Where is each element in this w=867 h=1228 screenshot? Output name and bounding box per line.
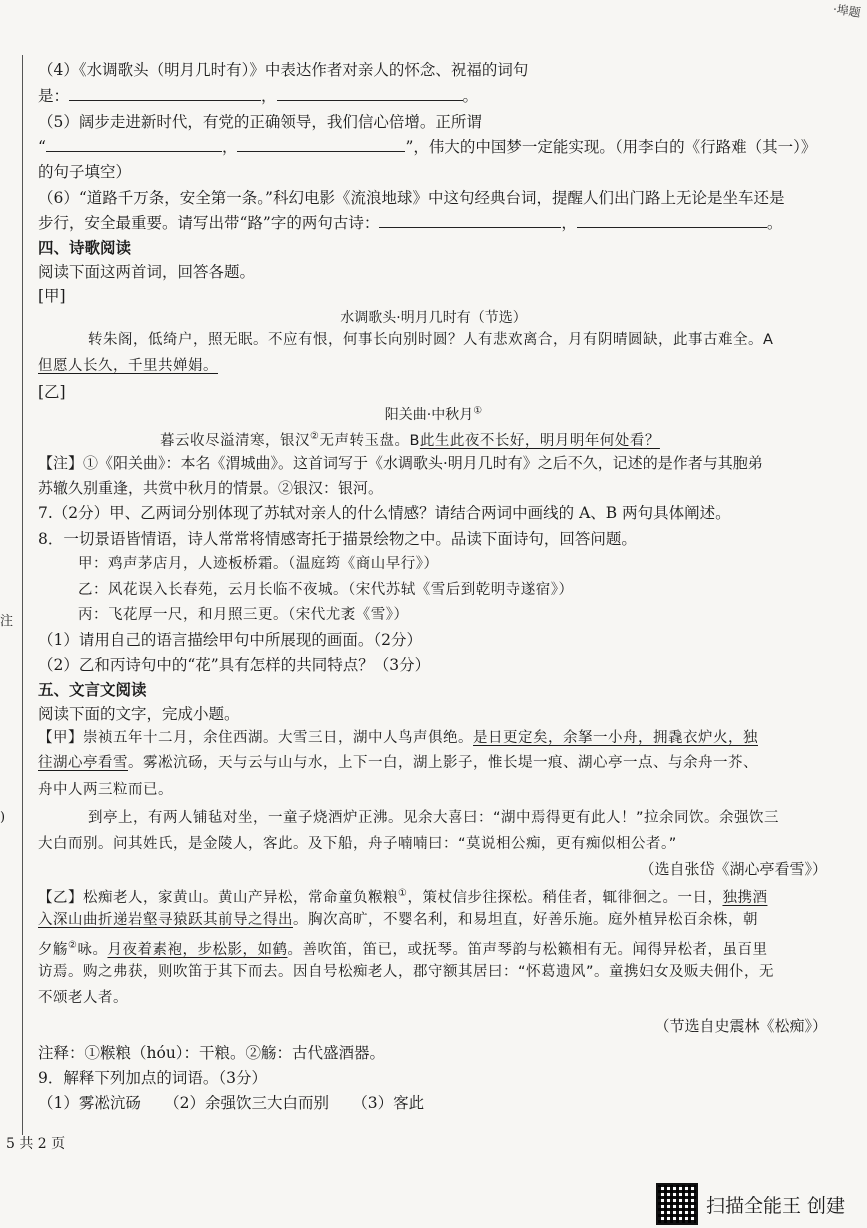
text-yi-line5: 不颂老人者。 [38,990,128,1006]
section4-heading: 四、诗歌阅读 [38,238,132,257]
edge-mark-2: ) [0,810,6,825]
text-jia-line4: 到亭上，有两人铺毡对坐，一童子烧酒炉正沸。见余大喜曰：“湖中焉得更有此人！”拉余同饮。余强饮三 [88,810,780,826]
q4-blank-2[interactable] [277,86,463,101]
text-jia-line3: 舟中人两三粒而已。 [38,782,173,798]
q8-verse-bing: 丙：飞花厚一尺，和月照三更。（宋代尤袤《雪》） [78,607,409,623]
poem-jia-line2: 但愿人长久，千里共婵娟。 [38,358,218,374]
edge-mark-1: 注 [0,614,14,629]
poem-yi-title: 阳关曲·中秋月① [384,405,483,423]
text-jia-line1: 【甲】崇祯五年十二月，余住西湖。大雪三日，湖中人鸟声俱绝。是日更定矣，余拏一小舟，拥毳衣炉火，独 [38,730,758,746]
text-yi-line3: 夕觞②咏。月夜着素袍，步松影，如鹤。善吹笛，笛已，或抚琴。笛声琴韵与松籁相有无。闻得异松者，虽百里 [38,940,768,958]
scanner-watermark [656,1183,845,1225]
q5-prompt: （5）阔步走进新时代，有党的正确领导，我们信心倍增。正所谓 [38,113,482,131]
text-jia-source: （选自张岱《湖心亭看雪》） [639,860,827,878]
text-jia-line5: 大白而别。问其姓氏，是金陵人，客此。及下船，舟子喃喃曰：“莫说相公痴，更有痴似相公者。” [38,836,677,852]
corner-mark: ·埠题 [832,2,862,20]
q4-answer-line: 是： ， 。 [38,87,479,105]
text-yi-line2: 入深山曲折递岩壑寻猿跃其前导之得出。胸次高旷，不婴名利，和易坦直，好善乐施。庭外植异松百余株，朝 [38,912,758,928]
q5-answer-line: “ ， ”，伟大的中国梦一定能实现。（用李白的《行路难（其一）》 [38,138,817,156]
poem-yi-label: [乙] [38,383,66,401]
section5-intro: 阅读下面的文字，完成小题。 [38,705,240,723]
question-9-items: （1）雾凇沆砀 （2）余强饮三大白而别 （3）客此 [38,1094,425,1112]
poem-jia-line1: 转朱阁，低绮户，照无眠。不应有恨，何事长向别时圆？人有悲欢离合，月有阴晴圆缺，此事古难全。A [88,332,774,348]
page-number: 5 共 2 页 [6,1136,66,1152]
q6-blank-1[interactable] [379,213,561,228]
q4-blank-1[interactable] [69,86,261,101]
q8-verse-yi: 乙：风花误入长春苑，云月长临不夜城。（宋代苏轼《雪后到乾明寺遂宿》） [78,582,574,598]
question-7: 7.（2分）甲、乙两词分别体现了苏轼对亲人的什么情感？请结合两词中画线的 A、B 两句具体阐述。 [38,504,731,522]
question-8: 8．一切景语皆情语，诗人常常将情感寄托于描景绘物之中。品读下面诗句，回答问题。 [38,530,637,548]
qr-code-icon [656,1183,698,1225]
q5-blank-2[interactable] [237,137,405,152]
scanner-label: 扫描全能王 创建 [705,1194,845,1217]
q6-answer-line: 步行，安全最重要。请写出带“路”字的两句古诗： ， 。 [38,214,783,232]
poem-note-line1: 【注】①《阳关曲》：本名《渭城曲》。这首词写于《水调歌头·明月几时有》之后不久，记述的是作者与其胞弟 [38,454,763,472]
glossary-notes: 注释：①糇粮（hóu）：干粮。②觞：古代盛酒器。 [38,1044,386,1062]
question-8-2: （2）乙和丙诗句中的“花”具有怎样的共同特点？（3分） [38,656,431,674]
margin-line [22,55,23,1135]
poem-note-line2: 苏辙久别重逢，共赏中秋月的情景。②银汉：银河。 [38,479,384,497]
text-yi-source: （节选自史震林《松痴》） [654,1017,827,1035]
q4-prompt: （4）《水调歌头（明月几时有）》中表达作者对亲人的怀念、祝福的词句 [38,61,529,79]
poem-yi-line: 暮云收尽溢清寒，银汉②无声转玉盘。B此生此夜不长好，明月明年何处看？ [160,431,660,449]
q5-tail: 的句子填空） [38,163,132,181]
q8-verse-jia: 甲：鸡声茅店月，人迹板桥霜。（温庭筠《商山早行》） [78,556,439,572]
poem-jia-label: [甲] [38,287,66,305]
q6-prompt: （6）“道路千万条，安全第一条。”科幻电影《流浪地球》中这句经典台词，提醒人们出门路上无论是坐车还是 [38,189,785,207]
q5-blank-1[interactable] [46,137,222,152]
section4-intro: 阅读下面这两首词，回答各题。 [38,263,256,281]
section5-heading: 五、文言文阅读 [38,680,147,699]
question-9: 9．解释下列加点的词语。（3分） [38,1069,267,1087]
text-jia-line2: 往湖心亭看雪。雾凇沆砀，天与云与山与水，上下一白，湖上影子，惟长堤一痕、湖心亭一点、与余舟一芥、 [38,755,758,771]
question-8-1: （1）请用自己的语言描绘甲句中所展现的画面。（2分） [38,631,422,649]
text-yi-line4: 访焉。购之弗获，则吹笛于其下而去。因自号松痴老人，郡守额其居曰：“怀葛遗风”。童携妇女及贩夫佣仆，无 [38,964,775,980]
q6-blank-2[interactable] [577,213,767,228]
poem-jia-title: 水调歌头·明月几时有（节选） [340,310,527,326]
text-yi-line1: 【乙】松痴老人，家黄山。黄山产异松，常命童负糇粮①，策杖信步往探松。稍佳者，辄徘徊之。一日，独携酒 [38,888,768,906]
